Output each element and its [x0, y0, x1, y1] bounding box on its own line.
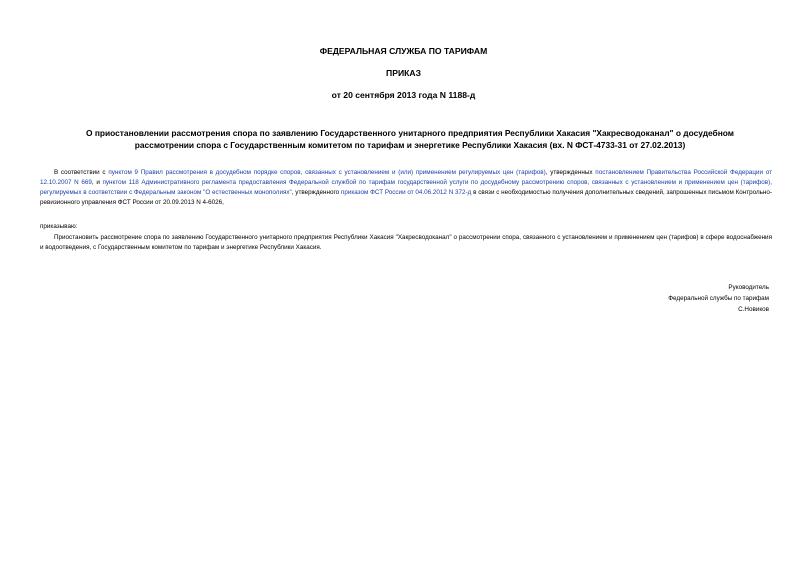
document-type: ПРИКАЗ — [386, 68, 421, 78]
link-regulation-point-118[interactable]: пунктом 118 Административного регламента предоставления Федеральной службой по тарифам государственной услуги по досудебному рассмотрению споров, связанных с установлением и применением цен (тарифов), регулируемых в соответствии с Федеральным законом "О естественных монополиях" — [40, 179, 772, 196]
order-paragraph: Приостановить рассмотрение спора по заявлению Государственного унитарного предприятия Республики Хакасия "Хакресводоканал" о рассмотрении спора, связанного с установлением и применением цен (тарифов) в сфере водоснабжения и водоотведения, с Государственным комитетом по тарифам и энергетике Республики Хакасия. — [40, 234, 772, 251]
preamble-text-5: в связи с необходимостью получения дополнительных сведений, запрошенных письмом Контрольно-ревизионного управления ФСТ России от 20.09.2013 N 4-6026, — [40, 189, 772, 206]
signature-position: Руководитель — [728, 284, 769, 291]
document-date: от 20 сентября 2013 года N 1188-д — [331, 90, 476, 100]
preamble-text-1: В соответствии с — [54, 169, 109, 176]
link-government-decree[interactable]: постановлением Правительства Российской Федерации от 12.10.2007 N 669 — [40, 169, 772, 186]
order-proclamation: приказываю: — [40, 223, 78, 230]
preamble-text-2: , утвержденных — [545, 169, 596, 176]
link-rules-point-9[interactable]: пунктом 9 Правил рассмотрения в досудебном порядке споров, связанных с установлением и (или) применением регулируемых цен (тарифов) — [108, 169, 546, 176]
preamble-paragraph — [40, 168, 772, 208]
agency-name: ФЕДЕРАЛЬНАЯ СЛУЖБА ПО ТАРИФАМ — [319, 46, 488, 56]
preamble-text-3: , и — [91, 179, 103, 186]
link-fst-order[interactable]: приказом ФСТ России от 04.06.2012 N 372-д — [340, 189, 472, 196]
preamble-text-4: , утвержденного — [291, 189, 341, 196]
document-title: О приостановлении рассмотрения спора по заявлению Государственного унитарного предприятия Республики Хакасия "Хакресводоканал" о досудебном рассмотрении спора с Государственным комитетом по тарифам и энергетике Республики Хакасия (вх. N ФСТ-4733-31 от 27.02.2013) — [85, 128, 734, 150]
signature-name: С.Новиков — [738, 306, 769, 313]
signature-organization: Федеральной службы по тарифам — [668, 295, 769, 302]
